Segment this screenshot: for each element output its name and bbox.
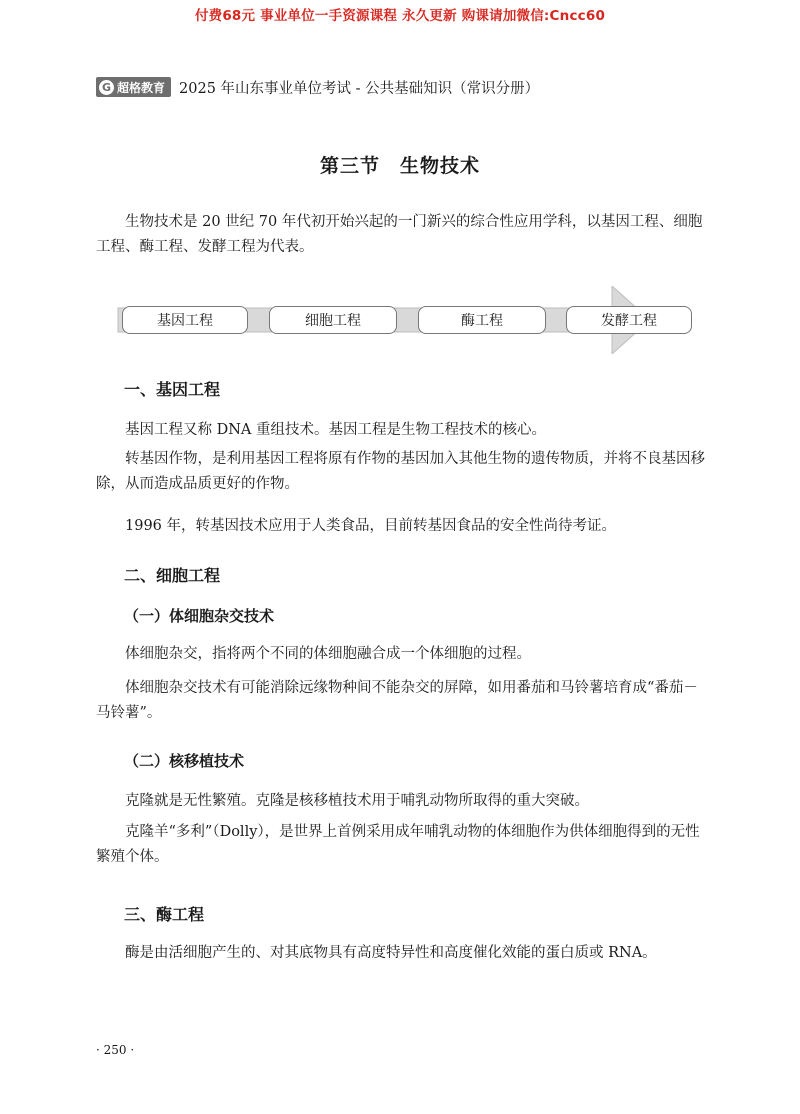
somatic-paragraph-2: 体细胞杂交技术有可能消除远缘物种间不能杂交的屏障，如用番茄和马铃薯培育成“番茄－马铃薯”。: [96, 680, 698, 721]
heading-somatic-hybridization: （一）体细胞杂交技术: [124, 607, 275, 625]
section-title: 第三节 生物技术: [319, 155, 480, 177]
enzyme-paragraph-1: 酶是由活细胞产生的、对其底物具有高度特异性和高度催化效能的蛋白质或 RNA。: [125, 945, 657, 961]
logo-text: 超格教育: [117, 80, 166, 95]
publisher-logo: [96, 77, 171, 97]
heading-enzyme-engineering: 三、酶工程: [124, 905, 205, 924]
heading-nuclear-transfer: （二）核移植技术: [124, 752, 245, 770]
flow-diagram: [114, 286, 657, 354]
flow-item-gene: 基因工程: [122, 306, 248, 334]
gene-paragraph-3: 1996 年，转基因技术应用于人类食品，目前转基因食品的安全性尚待考证。: [125, 518, 617, 534]
flow-item-fermentation: 发酵工程: [566, 306, 692, 334]
heading-cell-engineering: 二、细胞工程: [124, 566, 221, 585]
flow-item-enzyme: 酶工程: [418, 306, 546, 334]
flow-item-cell: 细胞工程: [269, 306, 397, 334]
promo-banner: 付费68元 事业单位一手资源课程 永久更新 购课请加微信:Cncc60: [194, 8, 606, 24]
somatic-paragraph-1: 体细胞杂交，指将两个不同的体细胞融合成一个体细胞的过程。: [125, 646, 531, 662]
gene-paragraph-1: 基因工程又称 DNA 重组技术。基因工程是生物工程技术的核心。: [125, 422, 547, 438]
logo-g-icon: G: [99, 80, 114, 95]
heading-gene-engineering: 一、基因工程: [124, 380, 221, 399]
gene-paragraph-2: 转基因作物，是利用基因工程将原有作物的基因加入其他生物的遗传物质，并将不良基因移除，从而造成品质更好的作物。: [96, 451, 705, 492]
intro-paragraph: 生物技术是 20 世纪 70 年代初开始兴起的一门新兴的综合性应用学科，以基因工程、细胞工程、酶工程、发酵工程为代表。: [96, 214, 703, 255]
nuclear-paragraph-2: 克隆羊“多利”（Dolly），是世界上首例采用成年哺乳动物的体细胞作为供体细胞得到的无性繁殖个体。: [96, 824, 700, 865]
page-header: [96, 76, 539, 98]
page-number: · 250 ·: [96, 1043, 135, 1057]
header-title: 2025 年山东事业单位考试 - 公共基础知识（常识分册）: [179, 80, 540, 97]
nuclear-paragraph-1: 克隆就是无性繁殖。克隆是核移植技术用于哺乳动物所取得的重大突破。: [125, 793, 589, 809]
